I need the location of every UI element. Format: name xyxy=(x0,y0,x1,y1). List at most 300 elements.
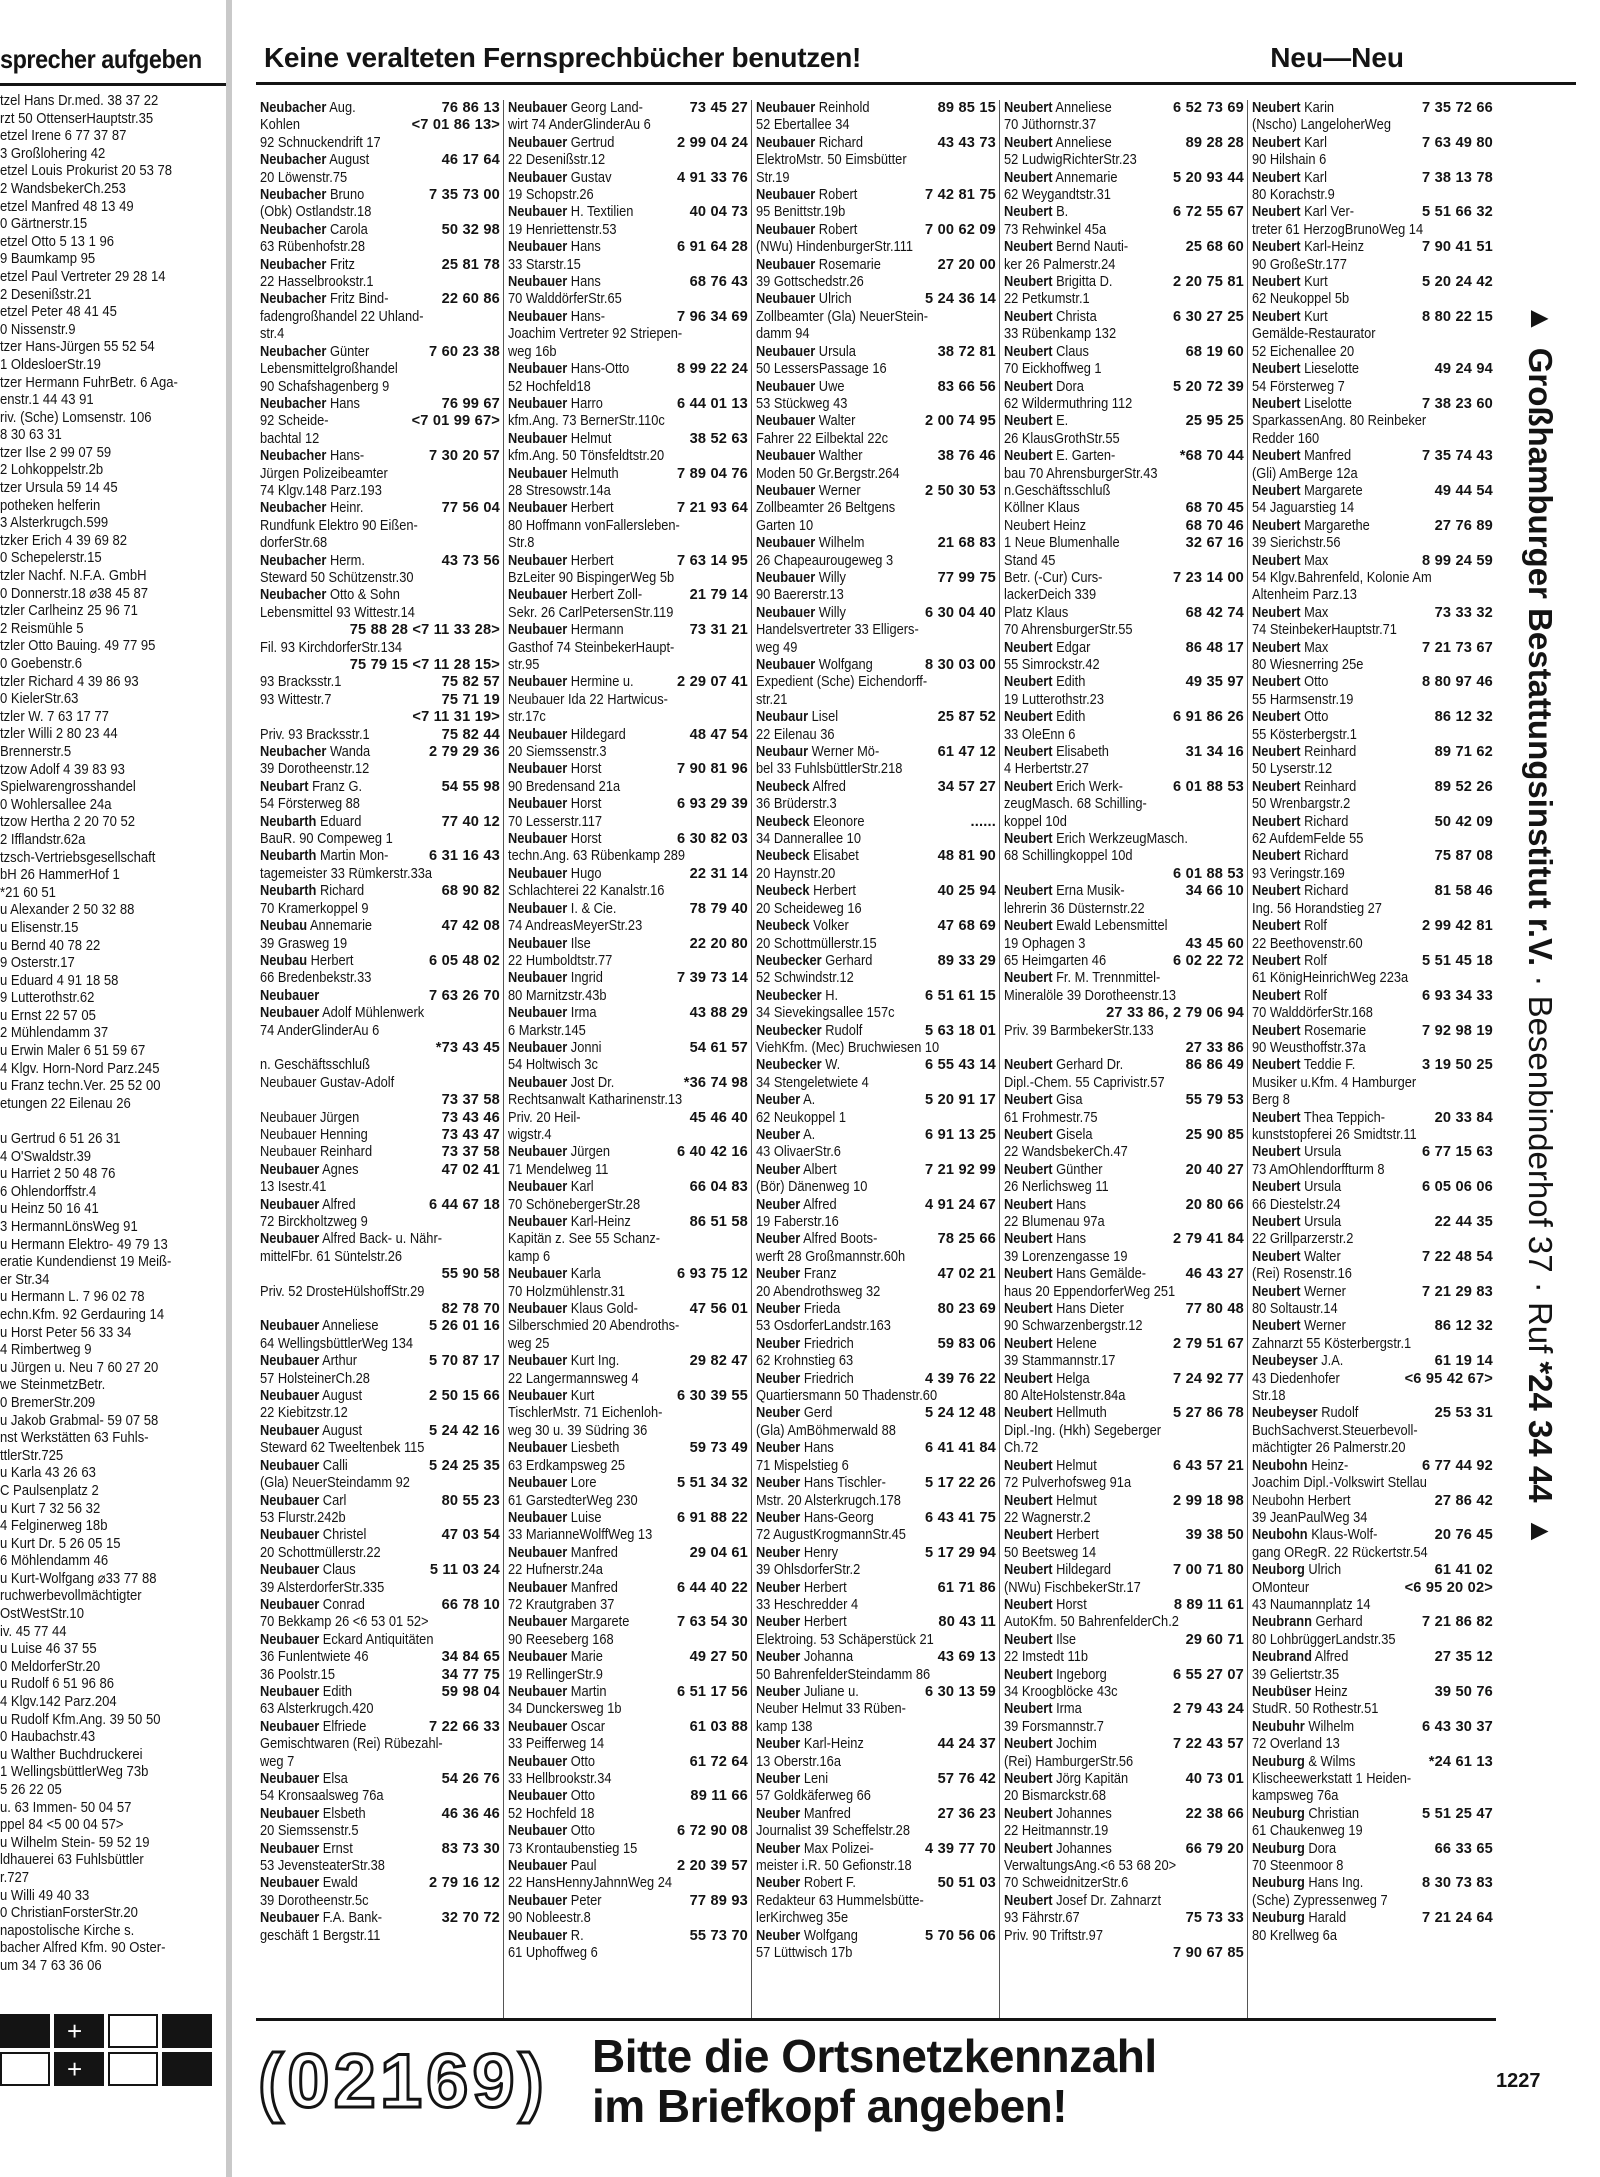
previous-page-line: u Horst Peter 56 33 34 xyxy=(0,1323,132,1341)
phone-number: 4 39 77 70 xyxy=(925,1840,996,1857)
entry-line xyxy=(508,1580,748,1597)
entry-line xyxy=(756,1527,996,1544)
entry-line xyxy=(260,848,500,865)
phone-number xyxy=(745,1284,748,1301)
phone-number: 8 80 97 46 xyxy=(1422,674,1493,691)
entry-text: Neubacher Hans xyxy=(260,395,360,412)
entry-line xyxy=(1252,170,1493,187)
previous-page-line: tzler Otto Bauing. 49 77 95 xyxy=(0,637,156,655)
entry-line xyxy=(1252,135,1493,152)
entry-line xyxy=(260,239,500,256)
phone-number: 27 36 23 xyxy=(937,1805,996,1822)
entry-line xyxy=(756,970,996,987)
phone-number xyxy=(1490,1928,1493,1945)
entry-line xyxy=(508,605,748,622)
phone-number: 4 91 24 67 xyxy=(925,1196,996,1213)
entry-text: 39 Geliertstr.35 xyxy=(1252,1666,1340,1683)
listing-entry xyxy=(1004,100,1244,135)
entry-line xyxy=(260,1249,500,1266)
entry-line xyxy=(1004,779,1244,796)
phone-number xyxy=(1241,1284,1244,1301)
entry-line xyxy=(1004,448,1244,465)
phone-number: 6 77 15 63 xyxy=(1422,1144,1493,1161)
entry-line xyxy=(756,727,996,744)
phone-number: 73 37 58 xyxy=(441,1144,500,1161)
listing-entry xyxy=(260,291,500,343)
entry-line xyxy=(1004,1440,1244,1457)
entry-line xyxy=(260,1040,500,1057)
entry-line xyxy=(1004,1754,1244,1771)
entry-line xyxy=(1004,431,1244,448)
entry-line xyxy=(260,187,500,204)
entry-line xyxy=(260,1841,500,1858)
banner-text xyxy=(592,2031,1157,2131)
listing-entry xyxy=(1252,605,1493,640)
phone-number xyxy=(1241,1614,1244,1631)
entry-text: Dipl.-Ing. (Hkh) Segeberger xyxy=(1004,1422,1162,1439)
previous-page-line: 1 OldesloerStr.19 xyxy=(0,355,101,373)
phone-number: 6 30 13 59 xyxy=(925,1683,996,1700)
entry-text: Neuber Hans xyxy=(756,1440,834,1457)
entry-line xyxy=(260,988,500,1005)
entry-text: (Obk) Ostlandstr.18 xyxy=(260,204,372,221)
previous-page-line: u Hermann Elektro- 49 79 13 xyxy=(0,1235,168,1253)
phone-number xyxy=(993,866,996,883)
phone-number xyxy=(1490,796,1493,813)
entry-line xyxy=(1004,1423,1244,1440)
phone-number xyxy=(497,587,500,604)
entry-text: Neuber Leni xyxy=(756,1771,829,1787)
phone-number: 6 05 48 02 xyxy=(429,952,500,969)
phone-number: 55 90 58 xyxy=(441,1266,500,1283)
entry-text: lerKirchweg 35e xyxy=(756,1910,849,1927)
listing-entry xyxy=(260,1458,500,1493)
previous-page-line: ppel 84 <5 00 04 57> xyxy=(0,1816,124,1834)
phone-number xyxy=(1490,1440,1493,1457)
phone-number xyxy=(1241,988,1244,1005)
entry-text: Neubert Rolf xyxy=(1252,918,1327,935)
previous-page-line: 4 Felginerweg 18b xyxy=(0,1517,108,1535)
phone-number xyxy=(497,1614,500,1631)
phone-number: 6 30 04 40 xyxy=(925,604,996,621)
listing-entry xyxy=(756,1405,996,1440)
entry-text: Neuborg Ulrich xyxy=(1252,1562,1342,1579)
previous-page-line: u Walther Buchdruckerei xyxy=(0,1745,143,1763)
previous-page-line: we SteinmetzBetr. xyxy=(0,1376,106,1394)
previous-page-line: ruchwerbevollmächtigter xyxy=(0,1587,142,1605)
entry-text: Neubert Edgar xyxy=(1004,639,1091,656)
phone-number xyxy=(745,918,748,935)
entry-text: Neuber Gerd xyxy=(756,1405,833,1422)
previous-page-line: u Rudolf Kfm.Ang. 39 50 50 xyxy=(0,1710,161,1728)
entry-line xyxy=(756,988,996,1005)
entry-line xyxy=(508,309,748,326)
entry-text: 72 AugustKrogmannStr.45 xyxy=(756,1527,906,1544)
phone-number: 73 31 21 xyxy=(689,622,748,639)
entry-text: Gemälde-Restaurator xyxy=(1252,326,1376,343)
entry-line xyxy=(260,1858,500,1875)
entry-line xyxy=(260,901,500,918)
entry-line xyxy=(508,1318,748,1335)
entry-line xyxy=(508,448,748,465)
entry-text: Neubert Horst xyxy=(1004,1596,1087,1613)
entry-text: Neuber Herbert xyxy=(756,1614,847,1631)
entry-line xyxy=(1252,500,1493,517)
phone-number xyxy=(1241,901,1244,918)
entry-text: Neubauer Luise xyxy=(508,1509,602,1526)
ad-phone-label: Ruf xyxy=(1522,1301,1559,1354)
listing-entry xyxy=(260,1527,500,1562)
listing-entry xyxy=(508,500,748,552)
entry-line xyxy=(1004,1841,1244,1858)
entry-text: 66 Diestelstr.24 xyxy=(1252,1196,1341,1213)
listing-entry xyxy=(1252,744,1493,779)
entry-text: Neubauer Willy xyxy=(756,604,846,621)
entry-line xyxy=(508,883,748,900)
entry-text: ElektroMstr. 50 Eimsbütter xyxy=(756,152,907,169)
entry-text: 22 Heitmannstr.19 xyxy=(1004,1823,1109,1840)
entry-line xyxy=(756,796,996,813)
phone-number xyxy=(1490,1231,1493,1248)
listing-entry xyxy=(508,936,748,971)
entry-text: Neubert Hildegard xyxy=(1004,1562,1112,1579)
entry-text: Neubacher Fritz Bind- xyxy=(260,291,389,308)
entry-text: 92 Scheide- xyxy=(260,413,329,430)
phone-number xyxy=(497,1440,500,1457)
phone-number: 61 47 12 xyxy=(937,744,996,761)
entry-text: Kohlen xyxy=(260,117,300,134)
previous-page-line: tzow Hertha 2 20 70 52 xyxy=(0,813,136,831)
listing-entry xyxy=(1004,274,1244,309)
entry-line xyxy=(756,848,996,865)
entry-line xyxy=(1252,970,1493,987)
entry-line xyxy=(756,1440,996,1457)
listing-entry xyxy=(508,674,748,726)
listing-entry xyxy=(756,1336,996,1371)
listing-entry xyxy=(1252,1249,1493,1284)
entry-text: Neubert Claus xyxy=(1004,343,1089,360)
entry-text: Neubert Werner xyxy=(1252,1283,1346,1300)
phone-number: 7 35 72 66 xyxy=(1422,100,1493,116)
entry-line xyxy=(756,500,996,517)
phone-number xyxy=(1241,431,1244,448)
entry-line xyxy=(260,692,500,709)
entry-line xyxy=(1252,570,1493,587)
phone-number: 25 81 78 xyxy=(441,256,500,273)
phone-number xyxy=(497,1928,500,1945)
entry-text: Berg 8 xyxy=(1252,1092,1290,1109)
entry-line xyxy=(756,1754,996,1771)
previous-page-line: 2 WandsbekerCh.253 xyxy=(0,179,126,197)
previous-page-line: u Hermann L. 7 96 02 78 xyxy=(0,1288,145,1306)
entry-text: bau 70 AhrensburgerStr.43 xyxy=(1004,465,1158,482)
previous-page-line: tzel Hans Dr.med. 38 37 22 xyxy=(0,92,159,109)
phone-number xyxy=(993,1040,996,1057)
phone-number: 7 60 23 38 xyxy=(429,343,500,360)
entry-line xyxy=(260,1144,500,1161)
phone-number: 83 73 30 xyxy=(441,1840,500,1857)
phone-number xyxy=(1490,326,1493,343)
entry-text: Neubert Gisela xyxy=(1004,1126,1093,1143)
entry-line xyxy=(1252,1249,1493,1266)
entry-text: Neubeyser Rudolf xyxy=(1252,1405,1359,1422)
phone-number xyxy=(1241,152,1244,169)
entry-text: Neubecker Gerhard xyxy=(756,952,873,969)
entry-line xyxy=(756,1684,996,1701)
entry-line xyxy=(1252,1266,1493,1283)
entry-line xyxy=(756,1823,996,1840)
entry-text: Neubert Elisabeth xyxy=(1004,744,1109,761)
phone-number xyxy=(993,1458,996,1475)
entry-line xyxy=(756,883,996,900)
entry-text: Neubauer Klaus Gold- xyxy=(508,1301,638,1318)
entry-text: 53 JevensteaterStr.38 xyxy=(260,1858,385,1875)
entry-line xyxy=(260,709,500,726)
phone-number xyxy=(1241,1388,1244,1405)
entry-text: 52 Schwindstr.12 xyxy=(756,970,854,987)
entry-line xyxy=(756,1806,996,1823)
entry-line xyxy=(1252,692,1493,709)
entry-line xyxy=(1004,814,1244,831)
entry-line xyxy=(756,622,996,639)
entry-text: Neubauer Walter xyxy=(756,413,856,430)
phone-number: 7 00 71 80 xyxy=(1173,1562,1244,1579)
entry-line xyxy=(756,170,996,187)
listing-entry xyxy=(260,1092,500,1162)
listing-entry xyxy=(756,605,996,657)
previous-page-line: u Karla 43 26 63 xyxy=(0,1464,96,1482)
listing-entry xyxy=(756,953,996,988)
entry-text: 39 Stammannstr.17 xyxy=(1004,1353,1116,1370)
entry-text: 53 OsdorferLandstr.163 xyxy=(756,1318,891,1335)
listing-entry xyxy=(1004,709,1244,744)
listing-entry xyxy=(756,779,996,814)
listing-entry xyxy=(260,344,500,396)
phone-number xyxy=(745,1197,748,1214)
banner-line: im Briefkopf angeben! xyxy=(591,2080,1068,2132)
phone-number xyxy=(1241,1754,1244,1771)
entry-line xyxy=(1252,274,1493,291)
entry-text: Neubauer Horst xyxy=(508,761,602,778)
phone-number: 4 91 33 76 xyxy=(677,169,748,186)
entry-line xyxy=(1252,587,1493,604)
phone-number xyxy=(497,1545,500,1562)
phone-number: 34 66 10 xyxy=(1185,883,1244,900)
phone-number: 68 70 45 xyxy=(1185,500,1244,517)
entry-text: Neuber Hans-Georg xyxy=(756,1509,874,1526)
phone-number xyxy=(745,518,748,535)
entry-line xyxy=(1252,152,1493,169)
listing-entry xyxy=(1252,204,1493,239)
listing-entry xyxy=(1004,640,1244,675)
phone-number xyxy=(993,1858,996,1875)
phone-number: <7 01 99 67> xyxy=(411,413,500,430)
entry-text: Neubert Rosemarie xyxy=(1252,1022,1367,1039)
phone-number xyxy=(745,1023,748,1040)
listing-entry xyxy=(1004,1562,1244,1597)
listing-entry xyxy=(508,1684,748,1719)
entry-line xyxy=(260,1527,500,1544)
entry-text: Schlachterei 22 Kanalstr.16 xyxy=(508,883,665,900)
phone-number xyxy=(1241,727,1244,744)
entry-line xyxy=(260,1632,500,1649)
entry-line xyxy=(260,135,500,152)
entry-line xyxy=(508,848,748,865)
phone-number xyxy=(1241,761,1244,778)
listing-entry xyxy=(260,814,500,849)
entry-text: Neubauer Henning xyxy=(260,1126,368,1143)
entry-text: 34 Dannerallee 10 xyxy=(756,831,861,848)
phone-number xyxy=(497,239,500,256)
previous-page-line: 0 Haubachstr.43 xyxy=(0,1728,96,1746)
listing-entry xyxy=(508,970,748,1005)
entry-text: AutoKfm. 50 BahrenfelderCh.2 xyxy=(1004,1614,1179,1631)
entry-line xyxy=(508,1632,748,1649)
phone-number xyxy=(1241,1684,1244,1701)
phone-number: 49 24 94 xyxy=(1434,361,1493,378)
phone-number xyxy=(1241,466,1244,483)
phone-number: 61 03 88 xyxy=(689,1718,748,1735)
phone-number xyxy=(1490,936,1493,953)
previous-page-line: 1 WellingsbüttlerWeg 73b xyxy=(0,1763,149,1781)
entry-text: Neubaur Werner Mö- xyxy=(756,744,880,761)
entry-text: 33 Peifferweg 14 xyxy=(508,1736,605,1753)
phone-number xyxy=(745,1875,748,1892)
phone-number: 27 20 00 xyxy=(937,256,996,273)
phone-number: 59 73 49 xyxy=(689,1440,748,1457)
listing-entry xyxy=(1004,1092,1244,1127)
entry-text: Neubeck Volker xyxy=(756,918,849,935)
phone-number xyxy=(1241,1719,1244,1736)
phone-number xyxy=(993,587,996,604)
phone-number: 5 20 91 17 xyxy=(925,1092,996,1109)
listing-entry xyxy=(756,257,996,292)
entry-text: Neuber A. xyxy=(756,1126,816,1143)
entry-text: 52 LudwigRichterStr.23 xyxy=(1004,152,1137,169)
phone-number: 6 43 30 37 xyxy=(1422,1718,1493,1735)
entry-line xyxy=(756,1858,996,1875)
entry-text: 72 Pulverhofsweg 91a xyxy=(1004,1475,1132,1492)
entry-line xyxy=(756,448,996,465)
entry-text: (Gla) NeuerSteindamm 92 xyxy=(260,1475,410,1492)
entry-line xyxy=(1252,744,1493,761)
entry-line xyxy=(260,1875,500,1892)
entry-text: Neubauer Robert xyxy=(756,187,858,204)
entry-text: Neuber Albert xyxy=(756,1161,837,1178)
entry-text: Joachim Vertreter 92 Striepen- xyxy=(508,326,683,343)
listing-entry xyxy=(1004,1527,1244,1562)
entry-line xyxy=(1252,1771,1493,1788)
entry-line xyxy=(508,1719,748,1736)
entry-line xyxy=(1252,1214,1493,1231)
entry-text: wigstr.4 xyxy=(508,1126,552,1143)
entry-line xyxy=(508,152,748,169)
listing-entry xyxy=(260,988,500,1005)
entry-text: Neubauer Manfred xyxy=(508,1544,618,1561)
phone-number xyxy=(745,344,748,361)
previous-page-line: etzel Manfred 48 13 49 xyxy=(0,197,134,215)
listing-entry xyxy=(756,1371,996,1406)
entry-line xyxy=(756,204,996,221)
entry-line xyxy=(1252,1667,1493,1684)
listing-entry xyxy=(756,1023,996,1058)
entry-line xyxy=(508,1353,748,1370)
entry-line xyxy=(260,744,500,761)
entry-text: kfm.Ang. 50 Tönsfeldtstr.20 xyxy=(508,448,665,465)
entry-line xyxy=(1004,379,1244,396)
entry-line xyxy=(1004,117,1244,134)
entry-line xyxy=(1252,518,1493,535)
entry-line xyxy=(1004,500,1244,517)
entry-text: Neubauer Ewald xyxy=(260,1875,358,1892)
listing-entry xyxy=(1252,709,1493,744)
entry-line xyxy=(508,570,748,587)
entry-text: Neubert Gisa xyxy=(1004,1092,1083,1109)
phone-number xyxy=(745,570,748,587)
entry-line xyxy=(260,1510,500,1527)
phone-number xyxy=(1490,1597,1493,1614)
phone-number xyxy=(1490,901,1493,918)
phone-number xyxy=(1490,1823,1493,1840)
entry-text: Neubauer Reinhold xyxy=(756,100,870,116)
previous-page-line: 0 ChristianForsterStr.20 xyxy=(0,1904,138,1922)
phone-number xyxy=(1490,1701,1493,1718)
entry-line xyxy=(508,1458,748,1475)
listing-entry xyxy=(1252,1214,1493,1249)
entry-text: Neubacher Herm. xyxy=(260,552,365,569)
entry-line xyxy=(1252,848,1493,865)
entry-line xyxy=(1252,605,1493,622)
phone-number xyxy=(1241,970,1244,987)
page-number: 1227 xyxy=(1496,2070,1541,2092)
entry-text: weg 30 u. 39 Südring 36 xyxy=(508,1422,648,1439)
listing-entry xyxy=(1004,448,1244,639)
phone-number: 50 32 98 xyxy=(441,221,500,238)
phone-number: 68 70 46 xyxy=(1185,517,1244,534)
entry-text: Neubauer Ida 22 Hartwicus- xyxy=(508,691,668,708)
entry-line xyxy=(756,814,996,831)
entry-line xyxy=(1004,1527,1244,1544)
entry-text: Neuber Franz xyxy=(756,1266,837,1283)
entry-text: Neubauer Herbert Zoll- xyxy=(508,587,643,604)
entry-line xyxy=(508,674,748,691)
entry-text: 34 Stengeletwiete 4 xyxy=(756,1074,869,1091)
entry-text: Neubeck Eleonore xyxy=(756,813,865,830)
phone-number: 75 71 19 xyxy=(441,691,500,708)
phone-number xyxy=(1490,1336,1493,1353)
entry-line xyxy=(508,1771,748,1788)
entry-line xyxy=(260,1701,500,1718)
listing-column xyxy=(504,100,752,2018)
entry-text: Betr. (-Cur) Curs- xyxy=(1004,569,1103,586)
entry-text: Gasthof 74 SteinbekerHaupt- xyxy=(508,639,675,656)
listing-entry xyxy=(508,396,748,431)
listing-entry xyxy=(1252,1405,1493,1457)
entry-line xyxy=(1252,709,1493,726)
phone-number: 7 90 41 51 xyxy=(1422,239,1493,256)
phone-number xyxy=(1490,1858,1493,1875)
phone-number: 46 43 27 xyxy=(1185,1266,1244,1283)
entry-text: Neubauer Uwe xyxy=(756,378,845,395)
phone-number xyxy=(1490,570,1493,587)
entry-line xyxy=(1252,1440,1493,1457)
entry-text: BzLeiter 90 BispingerWeg 5b xyxy=(508,569,675,586)
entry-line xyxy=(1252,309,1493,326)
entry-line xyxy=(1004,170,1244,187)
entry-text: 33 Starstr.15 xyxy=(508,256,581,273)
entry-line xyxy=(1004,744,1244,761)
listing-entry xyxy=(508,1580,748,1615)
